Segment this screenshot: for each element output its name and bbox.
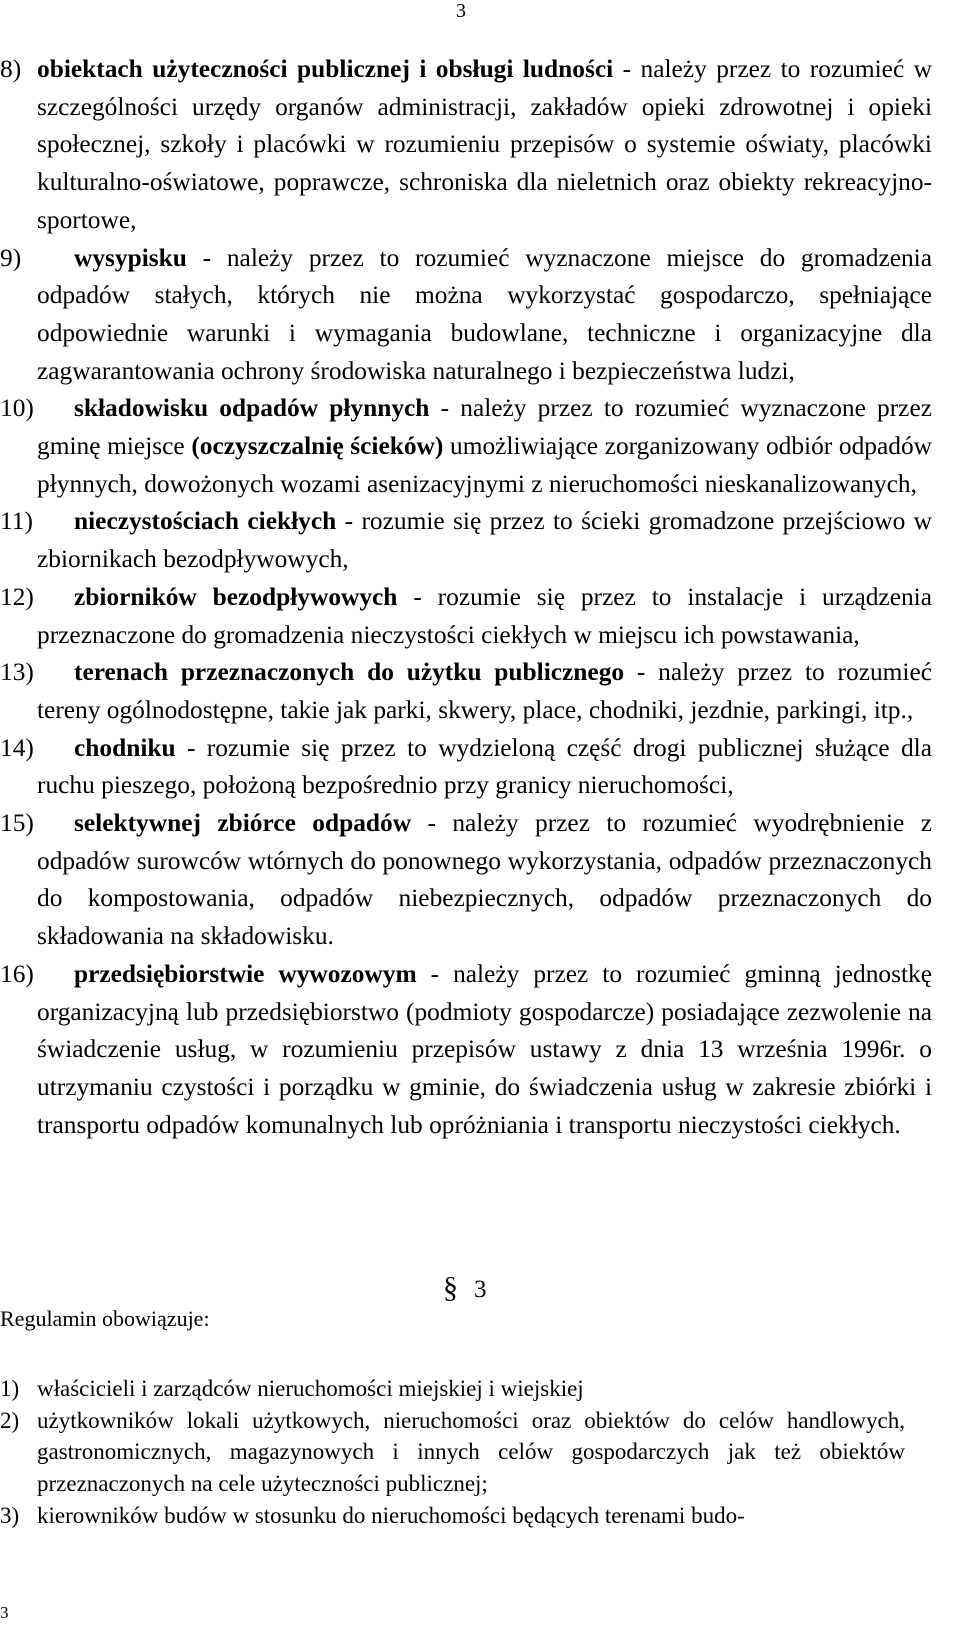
section-symbol: § [443, 1271, 458, 1304]
definition-term: nieczystościach ciekłych [74, 507, 337, 536]
definition-item-10 [0, 390, 932, 503]
definition-term: obiektach użyteczności publicznej i obsługi ludności [37, 55, 614, 83]
definition-term: przedsiębiorstwie wywozowym [74, 959, 417, 988]
scope-item-3 [0, 1500, 905, 1532]
definition-item-13 [0, 654, 932, 729]
definition-number: 15) [0, 809, 34, 838]
footer-number: 3 [0, 1603, 9, 1622]
scope-item-1 [0, 1373, 905, 1405]
page-number: 3 [456, 0, 466, 22]
definition-term: składowisku odpadów płynnych [74, 394, 430, 423]
definition-text: - należy przez to rozumieć tereny ogólnodostępne, takie jak parki, skwery, place, chodniki, jezdnie, parkingi, itp., [37, 658, 932, 724]
definition-number: 14) [0, 733, 34, 762]
scope-item-2 [0, 1405, 905, 1500]
definition-number: 8) [0, 55, 22, 83]
definition-term-secondary: (oczyszczalnię ścieków) [191, 432, 444, 461]
definition-item-8 [0, 51, 932, 240]
scope-number: 1) [0, 1376, 20, 1401]
definition-term: chodniku [74, 733, 176, 762]
definition-item-16 [0, 956, 932, 1145]
scope-text: kierowników budów w stosunku do nieruchomości będących terenami budo- [37, 1502, 745, 1528]
definition-term: wysypisku [74, 243, 187, 272]
definition-number: 9) [0, 243, 22, 272]
definition-text: - należy przez to rozumieć gminną jednostkę organizacyjną lub przedsiębiorstwo (podmioty gospodarcze) posiadające zezwolenie na świadczenie usług, w rozumieniu przepisów ustawy z dnia 13 września 1996r. o utrzymaniu czystości i porządku w gminie, do świadczenia usług w zakresie zbiórki i transportu odpadów komunalnych lub opróżniania i transportu nieczystości ciekłych. [37, 959, 932, 1139]
scope-list [0, 1373, 905, 1532]
regulamin-heading: Regulamin obowiązuje: [0, 1306, 210, 1331]
section-heading [443, 1273, 487, 1305]
definition-text: - rozumie się przez to ścieki gromadzone przejściowo w zbiornikach bezodpływowych, [37, 507, 932, 574]
scope-number: 3) [0, 1502, 20, 1528]
section-number: 3 [474, 1276, 487, 1303]
definition-number: 12) [0, 582, 34, 611]
scope-text: właścicieli i zarządców nieruchomości miejskiej i wiejskiej [37, 1376, 584, 1401]
scope-number: 2) [0, 1407, 20, 1433]
definition-item-12 [0, 579, 932, 654]
definition-term: terenach przeznaczonych do użytku publicznego [74, 658, 625, 687]
definition-number: 11) [0, 507, 33, 536]
definition-term: zbiorników bezodpływowych [74, 582, 398, 611]
scope-text: użytkowników lokali użytkowych, nieruchomości oraz obiektów do celów handlowych, gastronomicznych, magazynowych i innych celów gospodarczych jak też obiektów przeznaczonych na cele użyteczności publicznej; [37, 1407, 905, 1497]
definition-item-15 [0, 805, 932, 956]
definition-item-11 [0, 503, 932, 578]
definition-item-9 [0, 240, 932, 391]
definitions-list [0, 51, 932, 1144]
definition-number: 16) [0, 959, 34, 988]
definition-number: 10) [0, 394, 34, 423]
definition-text-secondary: umożliwiające zorganizowany odbiór odpadów płynnych, dowożonych wozami asenizacyjnymi z nieruchomości nieskanalizowanych, [37, 432, 933, 498]
definition-text: - rozumie się przez to wydzieloną część drogi publicznej służące dla ruchu pieszego, położoną bezpośrednio przy granicy nieruchomości, [37, 733, 932, 800]
definition-number: 13) [0, 658, 34, 687]
definition-item-14 [0, 730, 932, 805]
definition-term: selektywnej zbiórce odpadów [74, 809, 412, 838]
definition-text: - należy przez to rozumieć w szczególności urzędy organów administracji, zakładów opieki zdrowotnej i opieki społecznej, szkoły i placówki w rozumieniu przepisów o systemie oświaty, placówki kulturalno-oświatowe, poprawcze, schroniska dla nieletnich oraz obiekty rekreacyjno-sportowe, [37, 55, 932, 234]
definition-text: - należy przez to rozumieć wyznaczone miejsce do gromadzenia odpadów stałych, których nie można wykorzystać gospodarczo, spełniające odpowiednie warunki i wymagania budowlane, techniczne i organizacyjne dla zagwarantowania ochrony środowiska naturalnego i bezpieczeństwa ludzi, [37, 243, 932, 385]
definition-text: - należy przez to rozumieć wyodrębnienie z odpadów surowców wtórnych do ponownego wykorzystania, odpadów przeznaczonych do kompostowania, odpadów niebezpiecznych, odpadów przeznaczonych do składowania na składowisku. [37, 809, 932, 951]
definition-text: - należy przez to rozumieć wyznaczone przez gminę miejsce [37, 394, 932, 461]
definition-text: - rozumie się przez to instalacje i urządzenia przeznaczone do gromadzenia nieczystości ciekłych w miejscu ich powstawania, [37, 582, 932, 649]
